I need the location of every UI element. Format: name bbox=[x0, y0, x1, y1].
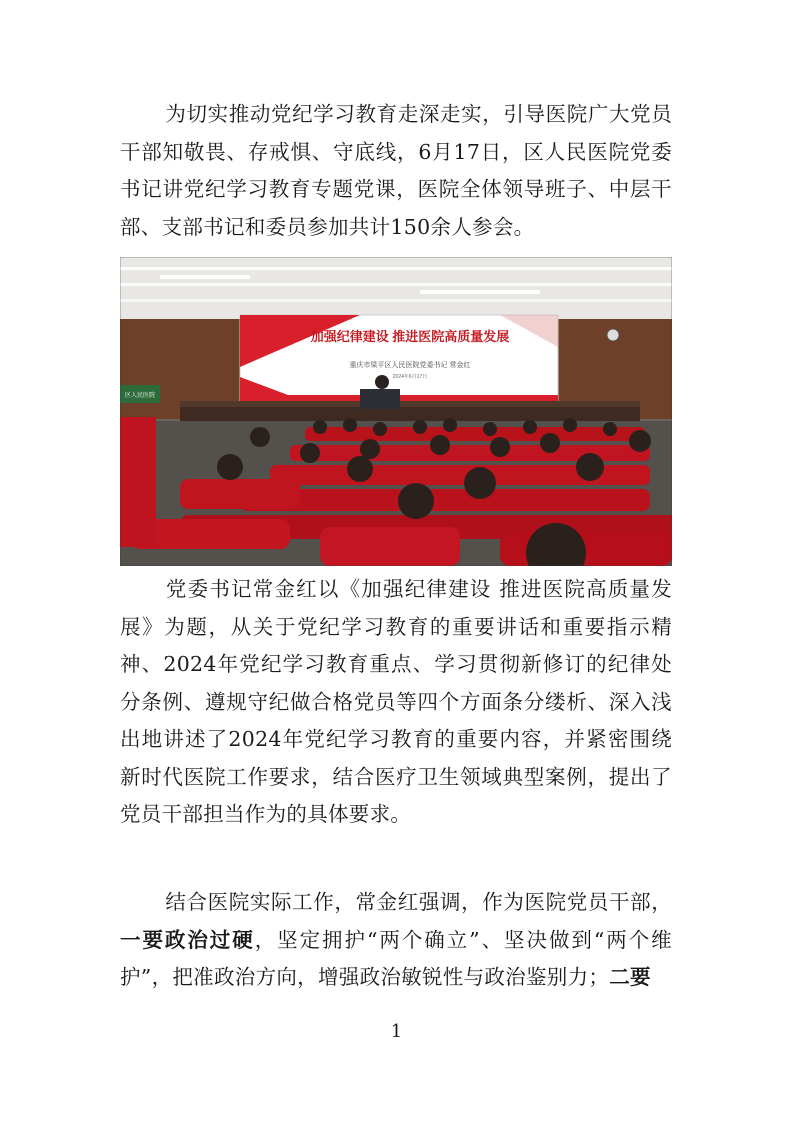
screen-date: 2024年6月17日 bbox=[392, 374, 428, 380]
paragraph-lecture bbox=[120, 571, 672, 834]
emphasis-second: 二要 bbox=[609, 965, 651, 989]
side-sign-text: 区人民医院 bbox=[124, 393, 156, 399]
paragraph-lecture-text: 党委书记常金红以《加强纪律建设 推进医院高质量发展》为题，从关于党纪学习教育的重要讲话和重要指示精神、2024年党纪学习教育重点、学习贯彻新修订的纪律处分条例、遵规守纪做合格党员等四个方面条分缕析、深入浅出地讲述了2024年党纪学习教育的重要内容，并紧密围绕新时代医院工作要求，结合医疗卫生领域典型案例，提出了党员干部担当作为的具体要求。 bbox=[120, 577, 672, 826]
paragraph-requirements-lead: 结合医院实际工作，常金红强调，作为医院党员干部， bbox=[165, 890, 672, 914]
paragraph-intro-text: 为切实推动党纪学习教育走深走实，引导医院广大党员干部知敬畏、存戒惧、守底线，6月17日，区人民医院党委书记讲党纪学习教育专题党课，医院全体领导班子、中层干部、支部书记和委员参加共计150余人参会。 bbox=[120, 102, 672, 239]
paragraph-requirements-body: ，坚定拥护“两个确立”、坚决做到“两个维护”，把准政治方向，增强政治敏锐性与政治鉴别力； bbox=[120, 927, 672, 989]
paragraph-intro bbox=[120, 96, 672, 246]
meeting-photo bbox=[120, 257, 672, 566]
screen-subtitle: 重庆市梁平区人民医院党委书记 常金红 bbox=[349, 362, 471, 369]
paragraph-requirements bbox=[120, 884, 672, 997]
meeting-hall-illustration bbox=[120, 257, 672, 566]
screen-title: 加强纪律建设 推进医院高质量发展 bbox=[310, 329, 510, 344]
page-number: 1 bbox=[390, 1021, 403, 1042]
emphasis-political: 一要政治过硬 bbox=[120, 927, 255, 952]
